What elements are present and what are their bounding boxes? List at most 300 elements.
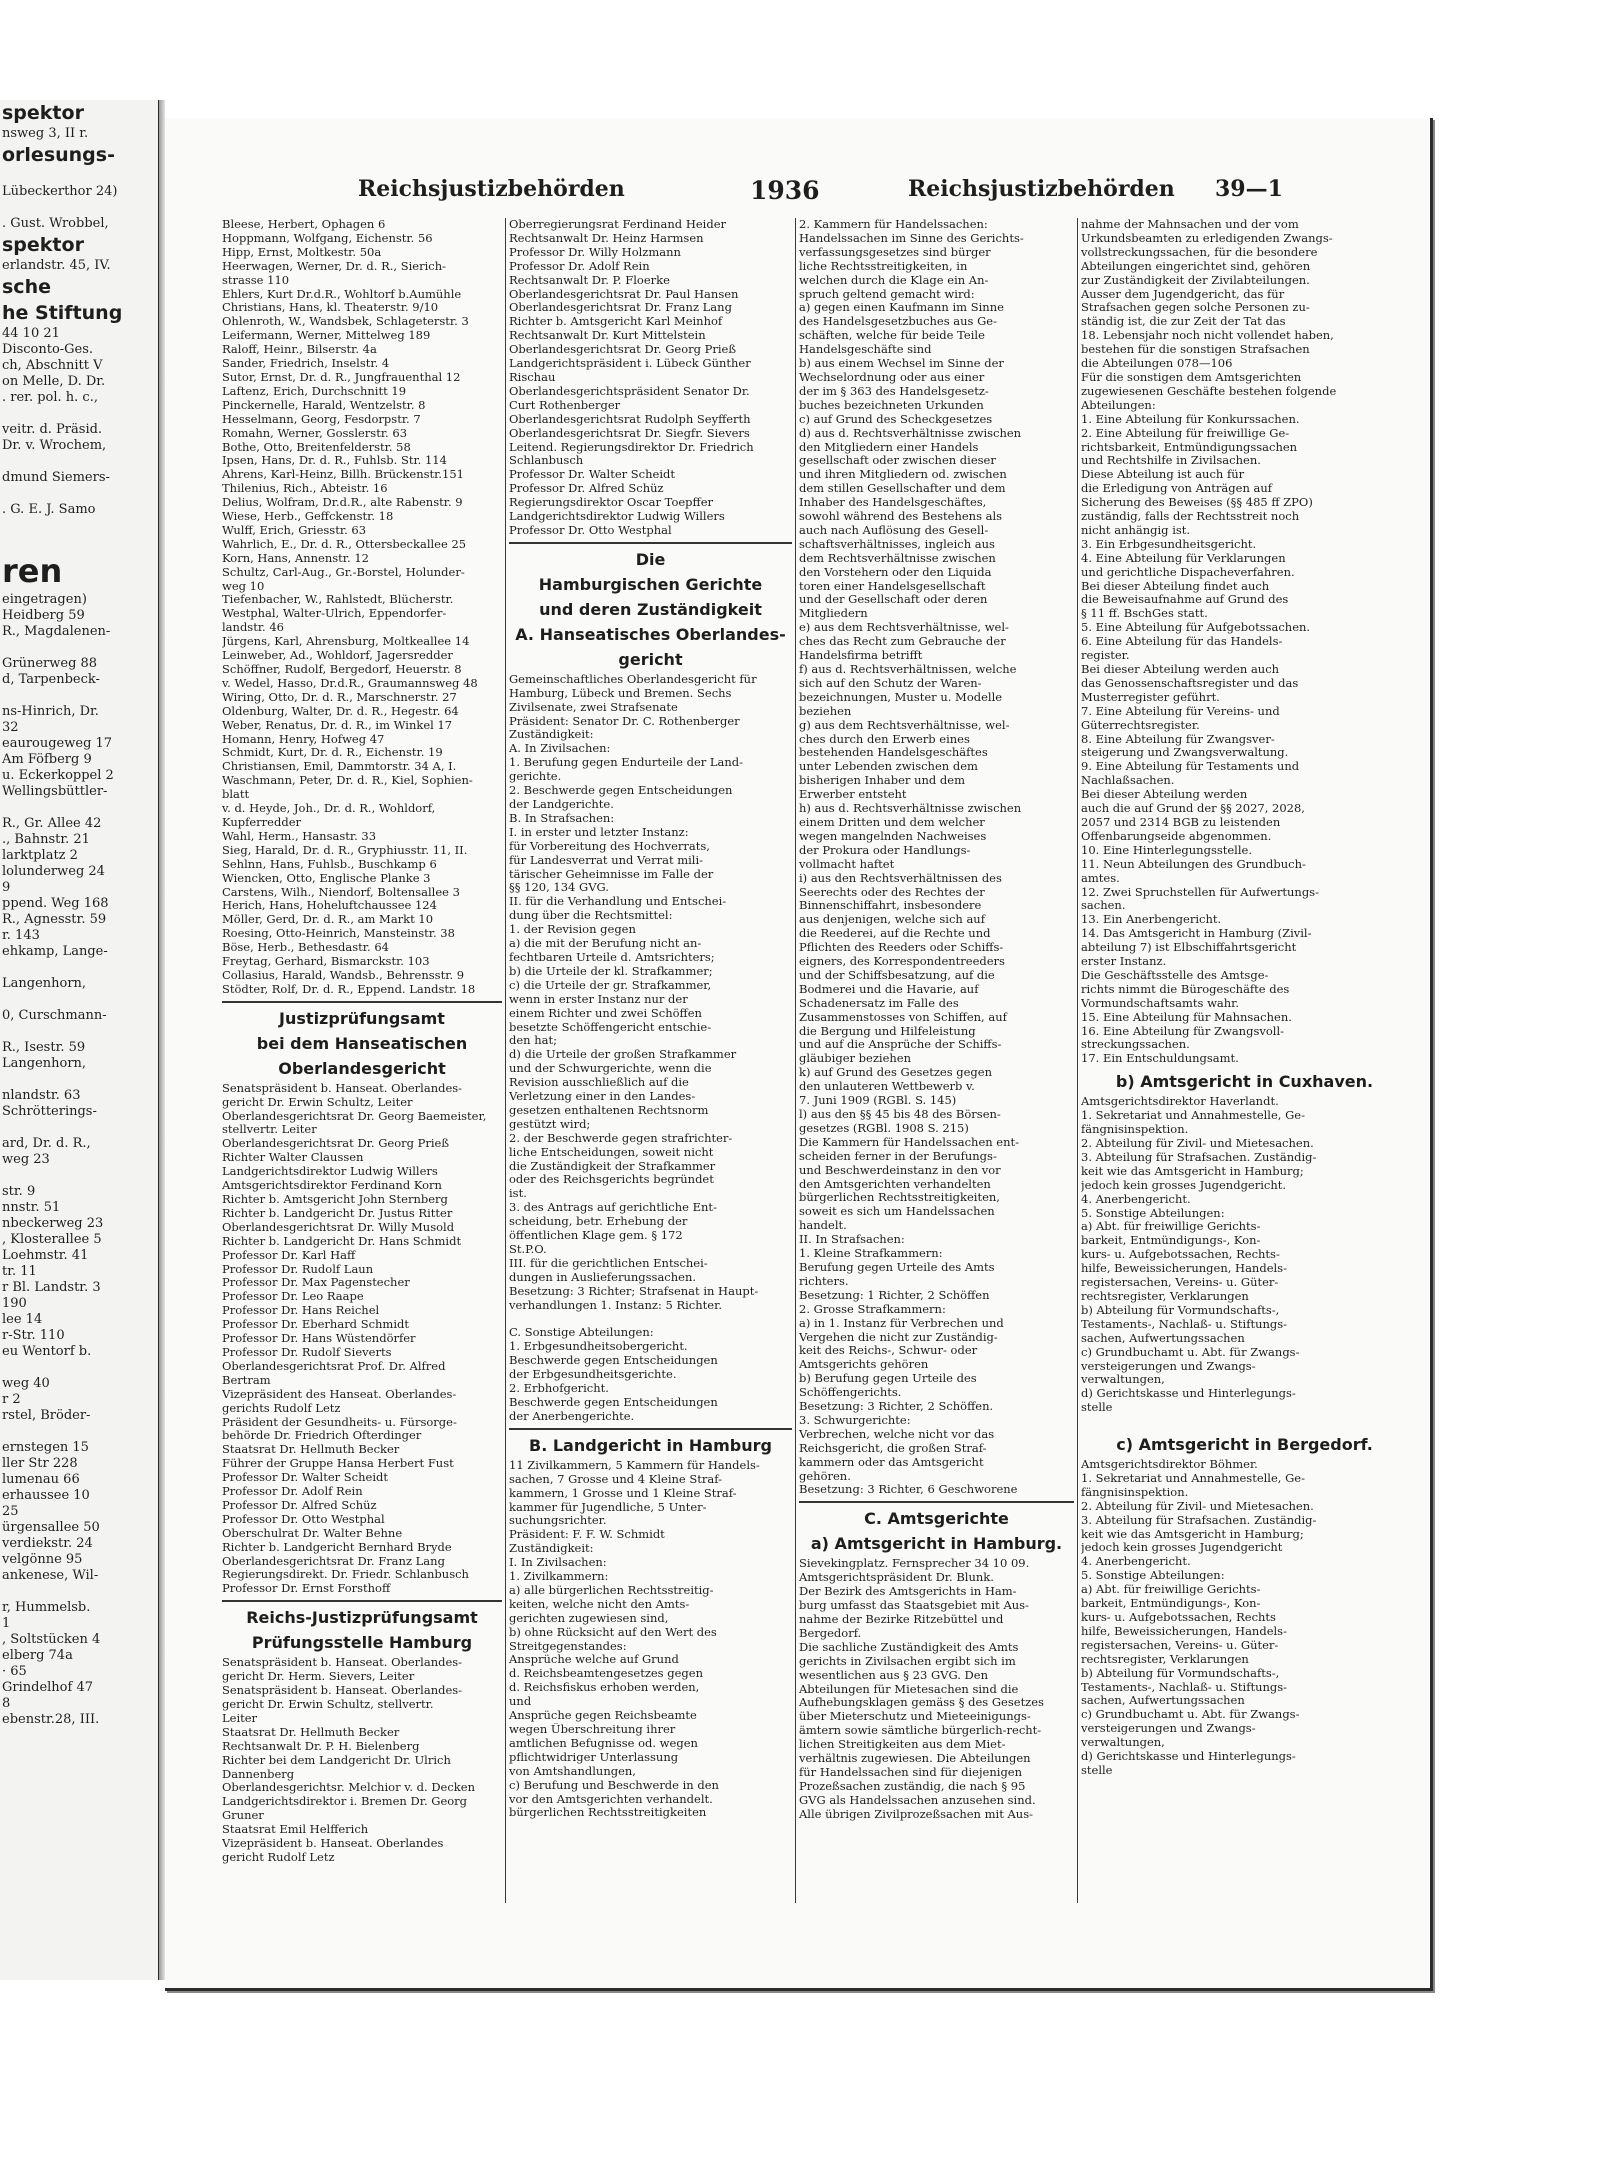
text-line: Wechselordnung oder aus einer: [799, 370, 985, 384]
text-line: a) Abt. für freiwillige Gerichts-: [1081, 1220, 1261, 1234]
prev-page-line: velgönne 95: [2, 1552, 83, 1567]
prev-page-line: Grindelhof 47: [2, 1680, 93, 1695]
text-line: Professor Dr. Walter Scheidt: [509, 468, 675, 482]
text-line: liche Rechtsstreitigkeiten, in: [799, 259, 968, 273]
text-line: Oberlandesgerichtspräsident Senator Dr.: [509, 384, 750, 398]
text-line: Streitgegenstandes:: [509, 1639, 627, 1653]
text-line: Amtsgerichtsdirektor Haverlandt.: [1081, 1095, 1279, 1109]
text-line: abteilung 7) ist Elbschiffahrtsgericht: [1081, 941, 1297, 955]
text-line: die Beweisaufnahme auf Grund des: [1081, 593, 1289, 607]
text-line: sich auf den Schutz der Waren-: [799, 676, 982, 690]
text-line: Weber, Renatus, Dr. d. R., im Winkel 17: [222, 718, 453, 732]
text-line: 1. der Revision gegen: [509, 923, 636, 937]
text-line: einem Richter und zwei Schöffen: [509, 1006, 702, 1020]
text-line: a) in 1. Instanz für Verbrechen und: [799, 1316, 1004, 1330]
text-line: i) aus den Rechtsverhältnissen des: [799, 871, 1002, 885]
text-line: [509, 1313, 792, 1327]
text-line: A. In Zivilsachen:: [509, 742, 611, 756]
text-line: II. In Strafsachen:: [799, 1233, 905, 1247]
text-line: Zivilsenate, zwei Strafsenate: [509, 700, 678, 714]
text-line: Leifermann, Werner, Mittelweg 189: [222, 329, 431, 343]
text-line: Landgerichtsdirektor Ludwig Willers: [509, 510, 725, 524]
text-line: zur Zuständigkeit der Zivilabteilungen.: [1081, 273, 1310, 287]
prev-page-line: 8: [2, 1696, 11, 1711]
text-line: gericht Dr. Herm. Sievers, Leiter: [222, 1670, 415, 1684]
text-line: Professor Dr. Eberhard Schmidt: [222, 1318, 409, 1332]
text-line: Professor Dr. Leo Raape: [222, 1290, 364, 1304]
text-line: Curt Rothenberger: [509, 398, 621, 412]
text-line: 1. Erbgesundheitsobergericht.: [509, 1340, 688, 1354]
text-line: Leinweber, Ad., Wohldorf, Jagersredder: [222, 649, 453, 663]
prev-page-line: 25: [2, 1504, 19, 1519]
text-line: Die Geschäftsstelle des Amtsge-: [1081, 968, 1269, 982]
text-line: Richter bei dem Landgericht Dr. Ulrich: [222, 1753, 451, 1767]
text-line: weg 10: [222, 579, 265, 593]
text-line: wegen Überschreitung ihrer: [509, 1723, 676, 1736]
column-4: [1081, 218, 1408, 1903]
text-line: bürgerlichen Rechtsstreitigkeiten: [509, 1806, 707, 1820]
text-line: Musterregister geführt.: [1081, 690, 1220, 704]
text-line: 15. Eine Abteilung für Mahnsachen.: [1081, 1010, 1292, 1024]
text-line: Besetzung: 3 Richter, 2 Schöffen.: [799, 1400, 994, 1414]
text-line: f) aus d. Rechtsverhältnissen, welche: [799, 663, 1017, 676]
text-line: B. In Strafsachen:: [509, 811, 615, 825]
text-line: Oberlandesgerichtsr. Melchior v. d. Decken: [222, 1781, 475, 1795]
section-heading: B. Landgericht in Hamburg: [529, 1435, 772, 1455]
text-line: keit wie das Amtsgericht in Hamburg;: [1081, 1164, 1304, 1178]
text-line: ämtern sowie sämtliche bürgerlich-recht-: [799, 1724, 1042, 1738]
text-line: welchen durch die Klage ein An-: [799, 273, 989, 287]
text-line: Leitend. Regierungsdirektor Dr. Friedrich: [509, 440, 754, 454]
text-line: Senatspräsident b. Hanseat. Oberlandes-: [222, 1656, 463, 1670]
text-line: I. in erster und letzter Instanz:: [509, 825, 689, 839]
text-line: Oberlandesgerichtsrat Dr. Paul Hansen: [509, 287, 739, 301]
prev-page-line: [0, 960, 158, 976]
prev-page-line: tr. 11: [2, 1264, 37, 1279]
text-line: Verletzung einer in den Landes-: [509, 1090, 696, 1104]
text-line: ist.: [509, 1187, 527, 1201]
prev-page-line: [0, 1120, 158, 1136]
text-line: 4. Anerbengericht.: [1081, 1192, 1191, 1206]
section-heading: Reichs-Justizprüfungsamt: [246, 1608, 478, 1628]
text-line: scheidung, betr. Erhebung der: [509, 1215, 688, 1229]
text-line: 18. Lebensjahr noch nicht vollendet haben,: [1081, 329, 1334, 343]
text-line: d) Gerichtskasse und Hinterlegungs-: [1081, 1750, 1296, 1764]
section-heading: a) Amtsgericht in Hamburg.: [810, 1534, 1063, 1554]
text-line: Thilenius, Rich., Abteistr. 16: [222, 482, 388, 496]
text-line: richts nimmt die Bürogeschäfte des: [1081, 982, 1290, 996]
prev-page-line: [0, 1024, 158, 1040]
prev-page-line: R., Gr. Allee 42: [2, 816, 102, 831]
text-line: der Landgerichte.: [509, 798, 614, 811]
text-line: Ausser dem Jugendgericht, das für: [1081, 287, 1285, 301]
text-line: Rechtsanwalt Dr. Kurt Mittelstein: [509, 329, 706, 343]
text-line: jedoch kein grosses Jugendgericht: [1081, 1541, 1283, 1555]
text-line: und: [509, 1695, 532, 1709]
text-line: Bothe, Otto, Breitenfelderstr. 58: [222, 440, 411, 454]
text-line: Stödter, Rolf, Dr. d. R., Eppend. Landstr. 18: [222, 982, 476, 996]
text-line: Regierungsdirektor Oscar Toepffer: [509, 496, 714, 510]
text-line: Oberlandesgerichtsrat Dr. Georg Baemeister,: [222, 1109, 487, 1123]
text-line: 2. Grosse Strafkammern:: [799, 1302, 946, 1316]
text-line: Richter b. Amtsgericht Karl Meinhof: [509, 315, 723, 329]
prev-page-line: lolunderweg 24: [2, 864, 105, 879]
text-line: Bei dieser Abteilung werden: [1081, 788, 1248, 802]
text-line: Präsident: F. F. W. Schmidt: [509, 1528, 665, 1542]
text-line: und der Schiffsbesatzung, auf die: [799, 968, 995, 982]
text-line: 3. Schwurgerichte:: [799, 1413, 911, 1427]
text-line: b) ohne Rücksicht auf den Wert des: [509, 1625, 717, 1639]
prev-page-line: R., Isestr. 59: [2, 1040, 86, 1055]
text-line: b) aus einem Wechsel im Sinne der: [799, 357, 1004, 371]
text-line: gericht Dr. Erwin Schultz, stellvertr.: [222, 1698, 434, 1711]
text-line: Westphal, Walter-Ulrich, Eppendorfer-: [222, 607, 447, 621]
text-line: § 11 ff. BschGes statt.: [1081, 607, 1208, 621]
text-line: a) alle bürgerlichen Rechtsstreitig-: [509, 1583, 714, 1597]
column-1: [222, 218, 502, 1903]
prev-page-line: , Soltstücken 4: [2, 1632, 101, 1647]
text-line: kammern, 1 Grosse und 1 Kleine Straf-: [509, 1486, 737, 1500]
text-line: h) aus d. Rechtsverhältnisse zwischen: [799, 802, 1022, 816]
text-line: Dannenberg: [222, 1767, 295, 1781]
text-line: Hipp, Ernst, Moltkestr. 50a: [222, 245, 382, 259]
prev-page-line: Langenhorn,: [2, 976, 87, 991]
text-line: versteigerungen und Zwangs-: [1081, 1359, 1256, 1373]
text-line: fechtbaren Urteile d. Amtsrichters;: [509, 950, 715, 964]
text-line: b) Abteilung für Vormundschafts-,: [1081, 1303, 1280, 1317]
text-line: einem Dritten und dem welcher: [799, 815, 985, 829]
prev-page-line: eaurougeweg 17: [2, 736, 113, 751]
text-line: die Bergung und Hilfeleistung: [799, 1024, 976, 1038]
text-line: Besetzung: 3 Richter; Strafsenat in Haupt-: [509, 1284, 759, 1298]
text-line: Gruner: [222, 1809, 264, 1823]
text-line: v. Wedel, Hasso, Dr.d.R., Graumannsweg 48: [222, 676, 478, 690]
text-line: den Amtsgerichten verhandelten: [799, 1177, 991, 1191]
text-line: d. Reichsfiskus erhoben werden,: [509, 1681, 700, 1695]
text-line: Oberlandesgerichtsrat Dr. Franz Lang: [222, 1554, 445, 1568]
text-line: stelle: [1081, 1763, 1113, 1777]
text-line: bestehenden Handelsgeschäftes: [799, 746, 988, 760]
text-line: 1. Eine Abteilung für Konkurssachen.: [1081, 412, 1300, 426]
text-line: wesentlichen aus § 23 GVG. Den: [799, 1668, 988, 1682]
text-line: Wiencken, Otto, Englische Planke 3: [222, 871, 431, 885]
text-line: Zuständigkeit:: [509, 1542, 594, 1556]
text-line: Richter b. Landgericht Bernhard Bryde: [222, 1540, 452, 1554]
text-line: Verbrechen, welche nicht vor das: [799, 1427, 995, 1441]
text-line: Sander, Friedrich, Inselstr. 4: [222, 357, 390, 371]
text-line: Homann, Henry, Hofweg 47: [222, 732, 385, 746]
text-line: lichen Streitigkeiten aus dem Miet-: [799, 1738, 1006, 1752]
text-line: Korn, Hans, Annenstr. 12: [222, 551, 369, 565]
prev-page-line: 9: [2, 880, 11, 895]
text-line: fängnisinspektion.: [1081, 1123, 1189, 1137]
text-line: strasse 110: [222, 273, 290, 287]
text-line: nahme der Mahnsachen und der vom: [1081, 218, 1299, 231]
text-line: Schadenersatz im Falle des: [799, 996, 959, 1010]
text-line: Beschwerde gegen Entscheidungen: [509, 1354, 718, 1368]
text-line: Schultz, Carl-Aug., Gr.-Borstel, Holunder-: [222, 565, 465, 579]
text-line: Möller, Gerd, Dr. d. R., am Markt 10: [222, 913, 434, 927]
text-line: aus denjenigen, welche sich auf: [799, 913, 985, 927]
text-line: Offenbarungseide abgenommen.: [1081, 829, 1272, 843]
text-line: Pinckernelle, Harald, Wentzelstr. 8: [222, 398, 426, 412]
text-line: ches durch den Erwerb eines: [799, 732, 970, 746]
text-line: Christians, Hans, kl. Theaterstr. 9/10: [222, 301, 439, 315]
text-line: c) auf Grund des Scheckgesetzes: [799, 412, 993, 426]
text-line: Landgerichtsdirektor Ludwig Willers: [222, 1165, 438, 1179]
section-heading: Oberlandesgericht: [278, 1058, 446, 1078]
text-line: b) Abteilung für Vormundschafts-,: [1081, 1666, 1280, 1680]
text-line: gerichts in Zivilsachen ergibt sich im: [799, 1654, 1016, 1668]
text-line: Schlanbusch: [509, 454, 584, 468]
section-rule: [509, 542, 792, 544]
prev-page-line: Grünerweg 88: [2, 656, 98, 671]
prev-page-line: Wellingsbüttler-: [2, 784, 108, 799]
text-line: für Handelssachen sind für diejenigen: [799, 1765, 1023, 1779]
text-line: 14. Das Amtsgericht in Hamburg (Zivil-: [1081, 927, 1312, 941]
prev-page-line: ankenese, Wil-: [2, 1568, 99, 1583]
text-line: unter Lebenden zwischen dem: [799, 760, 978, 774]
text-line: Ohlenroth, W., Wandsbek, Schlageterstr. 3: [222, 315, 469, 329]
text-line: vollmacht haftet: [799, 857, 895, 871]
text-line: 1. Berufung gegen Endurteile der Land-: [509, 756, 744, 770]
prev-page-line: 0, Curschmann-: [2, 1008, 107, 1023]
text-line: III. für die gerichtlichen Entschei-: [509, 1256, 708, 1270]
text-line: Raloff, Heinr., Bilserstr. 4a: [222, 343, 377, 357]
text-line: das Genossenschaftsregister und das: [1081, 676, 1299, 690]
text-line: Professor Dr. Max Pagenstecher: [222, 1276, 410, 1290]
text-line: spruch geltend gemacht wird:: [799, 287, 975, 301]
section-heading: Justizprüfungsamt: [279, 1008, 445, 1028]
text-line: Ipsen, Hans, Dr. d. R., Fuhlsb. Str. 114: [222, 454, 447, 468]
text-line: Amtsgerichtspräsident Dr. Blunk.: [799, 1571, 994, 1585]
text-line: c) Berufung und Beschwerde in den: [509, 1778, 719, 1792]
text-line: Urkundsbeamten zu erledigenden Zwangs-: [1081, 231, 1333, 245]
text-line: besetzte Schöffengericht entschie-: [509, 1020, 712, 1034]
text-line: Nachlaßsachen.: [1081, 774, 1175, 788]
text-line: bisherigen Inhaber und dem: [799, 774, 965, 788]
prev-page-line: [0, 486, 158, 502]
text-line: Rechtsanwalt Dr. Heinz Harmsen: [509, 231, 704, 245]
text-line: und der Schwurgerichte, wenn die: [509, 1062, 712, 1076]
text-line: d) aus d. Rechtsverhältnisse zwischen: [799, 426, 1022, 440]
text-line: hilfe, Beweissicherungen, Handels-: [1081, 1262, 1287, 1276]
text-line: Hamburg, Lübeck und Bremen. Sechs: [509, 686, 732, 700]
prev-page-line: r 2: [2, 1392, 21, 1407]
prev-page-line: nbeckerweg 23: [2, 1216, 104, 1231]
text-line: Für die sonstigen dem Amtsgerichten: [1081, 370, 1302, 384]
text-line: vor den Amtsgerichten verhandelt.: [509, 1792, 713, 1806]
text-line: d. Reichsbeamtengesetzes gegen: [509, 1667, 703, 1681]
text-line: amtlichen Befugnisse od. wegen: [509, 1736, 698, 1750]
text-line: Waschmann, Peter, Dr. d. R., Kiel, Sophien-: [222, 774, 473, 788]
text-line: 2057 und 2314 BGB zu leistenden: [1081, 815, 1281, 829]
text-line: Professor Dr. Otto Westphal: [509, 523, 672, 537]
prev-page-line: 32: [2, 720, 19, 735]
column-3: [799, 218, 1074, 1903]
text-line: Präsident der Gesundheits- u. Fürsorge-: [222, 1415, 457, 1429]
page-number: 39—1: [1215, 176, 1283, 202]
text-line: Professor Dr. Rudolf Laun: [222, 1262, 374, 1276]
text-line: Professor Dr. Rudolf Sieverts: [222, 1345, 392, 1359]
text-line: Bei dieser Abteilung werden auch: [1081, 663, 1280, 676]
text-line: erster Instanz.: [1081, 955, 1167, 969]
prev-page-line: rstel, Bröder-: [2, 1408, 91, 1423]
text-line: l) aus den §§ 45 bis 48 des Börsen-: [799, 1108, 1001, 1121]
text-line: Abteilungen für Mietesachen sind die: [799, 1682, 1019, 1696]
prev-page-line: ppend. Weg 168: [2, 896, 109, 911]
text-line: die Abteilungen 078—106: [1081, 357, 1233, 371]
text-line: Prozeßsachen zuständig, die nach § 95: [799, 1779, 1026, 1793]
prev-page-line: . Gust. Wrobbel,: [2, 216, 109, 231]
text-line: Berufung gegen Urteile des Amts: [799, 1260, 995, 1274]
section-heading: Hamburgischen Gerichte: [538, 574, 763, 594]
prev-page-line: , Klosterallee 5: [2, 1232, 102, 1247]
text-line: c) die Urteile der gr. Strafkammer,: [509, 978, 712, 992]
text-line: Oberregierungsrat Ferdinand Heider: [509, 218, 727, 231]
text-line: Professor Dr. Hans Reichel: [222, 1304, 380, 1318]
text-line: register.: [1081, 649, 1130, 663]
text-line: 7. Juni 1909 (RGBl. S. 145): [799, 1094, 957, 1108]
text-line: registersachen, Vereins- u. Güter-: [1081, 1276, 1279, 1290]
prev-page-line: ch, Abschnitt V: [2, 358, 103, 373]
text-line: Abteilungen:: [1081, 398, 1156, 412]
prev-page-line: spektor: [2, 102, 84, 124]
text-line: Regierungsdirekt. Dr. Friedr. Schlanbusch: [222, 1568, 469, 1582]
text-line: schäften, welche für beide Teile: [799, 329, 985, 343]
prev-page-line: Disconto-Ges.: [2, 342, 94, 357]
prev-page-line: . rer. pol. h. c.,: [2, 390, 98, 405]
text-line: verwaltungen,: [1081, 1736, 1165, 1750]
section-heading: C. Amtsgerichte: [864, 1509, 1009, 1529]
text-line: Diese Abteilung ist auch für: [1081, 468, 1245, 482]
text-line: Strafsachen gegen solche Personen zu-: [1081, 301, 1310, 315]
text-line: richtsbarkeit, Entmündigungssachen: [1081, 440, 1298, 454]
text-line: Seerechts oder des Rechtes der: [799, 885, 985, 899]
prev-page-line: elberg 74a: [2, 1648, 73, 1663]
text-line: von Amtshandlungen,: [509, 1764, 636, 1778]
text-line: die Erledigung von Anträgen auf: [1081, 482, 1273, 496]
text-line: Hoppmann, Wolfgang, Eichenstr. 56: [222, 231, 433, 245]
text-line: gehören.: [799, 1469, 851, 1483]
text-line: Der Bezirk des Amtsgerichts in Ham-: [799, 1585, 1017, 1599]
section-heading: b) Amtsgericht in Cuxhaven.: [1115, 1072, 1374, 1092]
text-line: 2. der Beschwerde gegen strafrichter-: [509, 1131, 733, 1145]
text-line: Inhaber des Handelsgeschäftes,: [799, 496, 987, 510]
text-line: und gerichtliche Dispacheverfahren.: [1081, 565, 1295, 579]
text-line: den Vorstehern oder den Liquida: [799, 565, 992, 579]
text-line: Professor Dr. Walter Scheidt: [222, 1471, 388, 1485]
prev-page-line: r, Hummelsb.: [2, 1600, 91, 1615]
section-heading: A. Hanseatisches Oberlandes-: [515, 624, 786, 644]
text-line: und Rechtshilfe in Zivilsachen.: [1081, 454, 1261, 468]
prev-page-line: ernstegen 15: [2, 1440, 89, 1455]
text-line: 3. des Antrags auf gerichtliche Ent-: [509, 1201, 717, 1215]
prev-page-line: [0, 406, 158, 422]
section-rule: [509, 1428, 792, 1430]
text-line: Bertram: [222, 1373, 271, 1387]
text-line: Reichsgericht, die großen Straf-: [799, 1441, 987, 1455]
text-line: Ansprüche gegen Reichsbeamte: [509, 1709, 697, 1723]
text-line: zugewiesenen Geschäfte bestehen folgende: [1081, 384, 1337, 398]
text-line: §§ 120, 134 GVG.: [509, 881, 609, 895]
text-line: Landgerichtspräsident i. Lübeck Günther: [509, 357, 751, 371]
text-line: Bodmerei und die Havarie, auf: [799, 982, 979, 996]
text-line: Rischau: [509, 370, 556, 384]
text-line: schaftsverhältnisses, ingleich aus: [799, 537, 995, 551]
text-line: barkeit, Entmündigungs-, Kon-: [1081, 1597, 1261, 1611]
text-line: buches bezeichneten Urkunden: [799, 398, 984, 412]
text-line: k) auf Grund des Gesetzes gegen: [799, 1066, 993, 1080]
text-line: vollstreckungssachen, für die besondere: [1081, 245, 1318, 259]
text-line: die Reederei, auf die Rechte und: [799, 927, 991, 941]
text-line: für Vorbereitung des Hochverrats,: [509, 839, 710, 853]
text-line: Vormundschaftsamts wahr.: [1081, 996, 1240, 1010]
text-line: liche Entscheidungen, soweit nicht: [509, 1145, 714, 1159]
text-line: bestehen für die sonstigen Strafsachen: [1081, 343, 1310, 357]
text-line: 2. Beschwerde gegen Entscheidungen: [509, 784, 733, 798]
text-line: Die Kammern für Handelssachen ent-: [799, 1135, 1020, 1149]
text-line: c) Grundbuchamt u. Abt. für Zwangs-: [1081, 1708, 1300, 1722]
text-line: Amtsgerichtsdirektor Ferdinand Korn: [222, 1179, 442, 1193]
text-line: verwaltungen,: [1081, 1373, 1165, 1387]
prev-page-line: ller Str 228: [2, 1456, 78, 1471]
text-line: eigners, des Korrespondentreeders: [799, 955, 1005, 969]
prev-page-line: weg 40: [2, 1376, 50, 1391]
text-line: registersachen, Vereins- u. Güter-: [1081, 1638, 1279, 1652]
text-line: sachen, Aufwertungssachen: [1081, 1331, 1245, 1345]
prev-page-line: Dr. v. Wrochem,: [2, 438, 107, 453]
prev-page-line: lumenau 66: [2, 1472, 80, 1487]
text-line: Oberlandesgerichtsrat Dr. Willy Musold: [222, 1220, 455, 1234]
prev-page-line: ren: [2, 552, 63, 590]
text-line: kurs- u. Aufgebotssachen, Rechts-: [1081, 1248, 1280, 1262]
text-line: handelt.: [799, 1219, 847, 1233]
text-line: Professor Dr. Adolf Rein: [509, 259, 650, 273]
text-line: des Handelsgesetzbuches aus Ge-: [799, 315, 997, 329]
text-line: nahme der Bezirke Ritzebüttel und: [799, 1613, 1004, 1626]
text-line: Alle übrigen Zivilprozeßsachen mit Aus-: [799, 1807, 1033, 1821]
text-line: Freytag, Gerhard, Bismarckstr. 103: [222, 955, 430, 969]
prev-page-line: r Bl. Landstr. 3: [2, 1280, 101, 1295]
text-line: Handelsfirma betrifft: [799, 649, 923, 663]
text-line: Zuständigkeit:: [509, 728, 594, 742]
text-line: gerichts Rudolf Letz: [222, 1401, 341, 1415]
text-line: b) die Urteile der kl. Strafkammer;: [509, 964, 713, 978]
text-line: 4. Anerbengericht.: [1081, 1555, 1191, 1569]
text-line: Güterrechtsregister.: [1081, 718, 1200, 732]
prev-page-line: r-Str. 110: [2, 1328, 65, 1343]
text-line: d) Gerichtskasse und Hinterlegungs-: [1081, 1387, 1296, 1401]
text-line: 1. Kleine Strafkammern:: [799, 1247, 943, 1261]
section-heading: Prüfungsstelle Hamburg: [251, 1633, 473, 1653]
text-line: beziehen: [799, 704, 852, 718]
text-line: kammern oder das Amtsgericht: [799, 1455, 984, 1469]
text-line: Revision ausschließlich auf die: [509, 1076, 689, 1090]
text-line: Kupferredder: [222, 815, 301, 829]
running-header: [165, 176, 1430, 210]
text-line: der im § 363 des Handelsgesetz-: [799, 384, 989, 398]
previous-page-fragment: [0, 100, 161, 1980]
text-line: I. In Zivilsachen:: [509, 1556, 607, 1570]
text-line: GVG als Handelssachen anzusehen sind.: [799, 1793, 1036, 1807]
text-line: ständig ist, die zur Zeit der Tat das: [1081, 315, 1286, 329]
prev-page-line: [0, 1424, 158, 1440]
text-line: landstr. 46: [222, 621, 285, 635]
text-line: Richter Walter Claussen: [222, 1151, 364, 1165]
text-line: rechtsregister, Verklarungen: [1081, 1289, 1249, 1303]
prev-page-line: he Stiftung: [2, 302, 123, 324]
